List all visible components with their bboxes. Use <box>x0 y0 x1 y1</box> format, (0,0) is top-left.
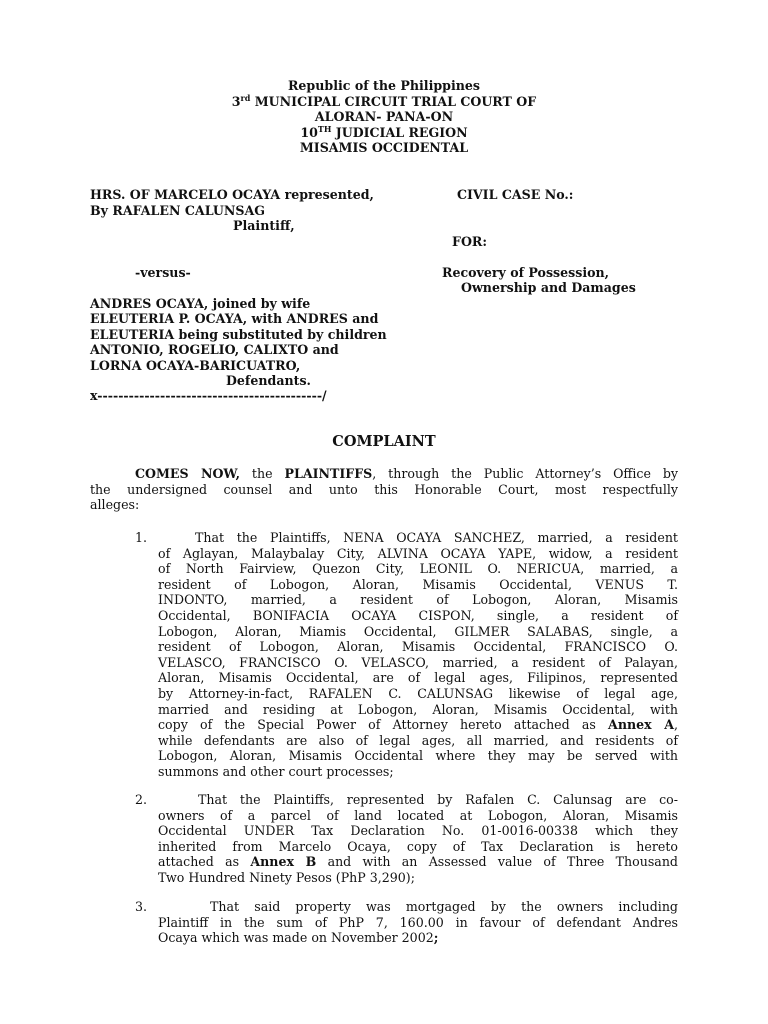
paragraph-line: Occidental, BONIFACIA OCAYA CISPON, single, a resident of <box>158 607 678 623</box>
intro-line: alleges: <box>90 497 140 513</box>
plaintiff-name-line2: By RAFALEN CALUNSAG <box>90 203 265 218</box>
defendants-line: ANTONIO, ROGELIO, CALIXTO and <box>90 342 339 357</box>
header-court-suffix: rd <box>240 92 251 103</box>
paragraph-line: resident of Lobogon, Aloran, Misamis Occidental, FRANCISCO O. <box>158 639 678 655</box>
paragraph-number: 3. <box>135 899 148 914</box>
paragraph-line <box>158 854 678 870</box>
paragraph-line: That said property was mortgaged by the owners including <box>210 899 678 914</box>
header-province: MISAMIS OCCIDENTAL <box>299 140 469 156</box>
paragraph-line: Lobogon, Aloran, Miamis Occidental, GILMER SALABAS, single, a <box>158 623 678 639</box>
header-court-number: 3 <box>231 93 241 109</box>
paragraph-text: copy of the Special Power of Attorney hereto attached as <box>158 717 609 733</box>
header-location: ALORAN- PANA-ON <box>314 109 454 125</box>
case-nature-line2: Ownership and Damages <box>461 280 636 295</box>
paragraph-line <box>158 717 678 733</box>
paragraph-line: That the Plaintiffs, represented by Rafalen C. Calunsag are co- <box>198 792 678 807</box>
case-nature-line1: Recovery of Possession, <box>442 265 610 280</box>
paragraph-line: of Aglayan, Malaybalay City, ALVINA OCAYA YAPE, widow, a resident <box>158 545 678 561</box>
paragraph-text: Ocaya which was made on November 2002 <box>158 930 434 946</box>
paragraph-end-mark: ; <box>433 930 439 946</box>
paragraph-line: of North Fairview, Quezon City, LEONIL O. NERICUA, married, a <box>158 561 678 577</box>
case-number-label: CIVIL CASE No.: <box>457 187 574 202</box>
annex-a-reference: Annex A <box>608 717 674 733</box>
paragraph-line: INDONTO, married, a resident of Lobogon, Aloran, Misamis <box>158 592 678 608</box>
header-region-name: JUDICIAL REGION <box>331 124 468 140</box>
paragraph-line: resident of Lobogon, Aloran, Misamis Occidental, VENUS T. <box>158 576 678 592</box>
paragraph-line: married and residing at Lobogon, Aloran, Misamis Occidental, with <box>158 701 678 717</box>
intro-text: the <box>240 466 285 481</box>
defendants-line: ELEUTERIA being substituted by children <box>90 327 387 342</box>
paragraph-number: 1. <box>135 530 148 545</box>
paragraph-text: and with an Assessed value of Three Thousand <box>316 854 678 870</box>
intro-text: , through the Public Attorney’s Office by <box>372 466 679 481</box>
paragraph-number: 2. <box>135 792 148 807</box>
comes-now-text: COMES NOW, <box>135 466 240 481</box>
annex-b-reference: Annex B <box>250 854 317 870</box>
caption-separator: x-------------------------------------------/ <box>90 388 327 403</box>
paragraph-line: inherited from Marcelo Ocaya, copy of Tax Declaration is hereto <box>158 838 678 854</box>
plaintiff-role: Plaintiff, <box>233 218 295 233</box>
intro-line <box>90 466 678 482</box>
header-republic: Republic of the Philippines <box>287 78 481 93</box>
paragraph-line: Two Hundred Ninety Pesos (PhP 3,290); <box>158 869 415 885</box>
paragraph-3 <box>158 899 678 946</box>
paragraph-1 <box>158 530 678 780</box>
paragraph-line: Plaintiff in the sum of PhP 7, 160.00 in favour of defendant Andres <box>158 914 678 930</box>
paragraph-line: That the Plaintiffs, NENA OCAYA SANCHEZ, married, a resident <box>195 530 678 545</box>
paragraph-line: Lobogon, Aloran, Misamis Occidental where they may be served with <box>158 748 678 764</box>
paragraph-line: owners of a parcel of land located at Lobogon, Aloran, Misamis <box>158 807 678 823</box>
intro-paragraph <box>90 466 678 513</box>
versus-label: -versus- <box>135 265 191 280</box>
defendants-role: Defendants. <box>226 373 311 388</box>
plaintiffs-text: PLAINTIFFS <box>284 466 373 481</box>
plaintiff-name-line1: HRS. OF MARCELO OCAYA represented, <box>90 187 374 202</box>
intro-line: the undersigned counsel and unto this Honorable Court, most respectfully <box>90 481 678 497</box>
defendants-line: ANDRES OCAYA, joined by wife <box>90 296 311 311</box>
paragraph-line: Occidental UNDER Tax Declaration No. 01-0016-00338 which they <box>158 823 678 839</box>
document-title: COMPLAINT <box>332 433 436 450</box>
paragraph-line: while defendants are also of legal ages, all married, and residents of <box>158 732 678 748</box>
defendants-line: LORNA OCAYA-BARICUATRO, <box>90 358 301 373</box>
court-header <box>0 78 768 156</box>
header-court-name: MUNICIPAL CIRCUIT TRIAL COURT OF <box>250 93 537 109</box>
paragraph-2 <box>158 792 678 886</box>
paragraph-text: attached as <box>158 854 251 870</box>
paragraph-text: , <box>674 717 679 733</box>
header-region-suffix: TH <box>317 123 332 134</box>
paragraph-line: by Attorney-in-fact, RAFALEN C. CALUNSAG likewise of legal age, <box>158 685 678 701</box>
header-region-number: 10 <box>300 124 318 140</box>
for-label: FOR: <box>452 234 488 249</box>
paragraph-line: summons and other court processes; <box>158 763 394 779</box>
header-region <box>0 125 768 141</box>
paragraph-line <box>158 930 678 946</box>
header-court <box>0 94 768 110</box>
paragraph-line: Aloran, Misamis Occidental, are of legal ages, Filipinos, represented <box>158 670 678 686</box>
defendants-line: ELEUTERIA P. OCAYA, with ANDRES and <box>90 311 379 326</box>
paragraph-line: VELASCO, FRANCISCO O. VELASCO, married, a resident of Palayan, <box>158 654 678 670</box>
